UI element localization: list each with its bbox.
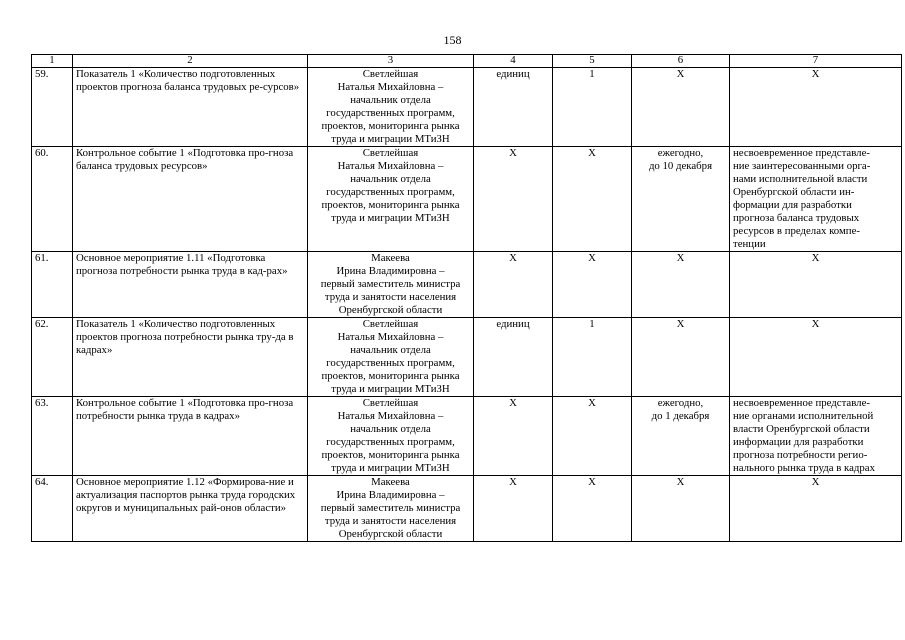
term-cell: ежегодно, до 10 декабря <box>632 147 730 252</box>
row-number: 63. <box>32 397 73 476</box>
responsible-person: Макеева Ирина Владимировна – первый заместитель министра труда и занятости населения Оренбургской области <box>308 252 474 318</box>
table-row <box>32 318 902 397</box>
table-row <box>32 252 902 318</box>
note-cell: Х <box>730 318 902 397</box>
row-number: 62. <box>32 318 73 397</box>
responsible-person: Светлейшая Наталья Михайловна – начальник отдела государственных программ, проектов, мониторинга рынка труда и миграции МТиЗН <box>308 397 474 476</box>
note-cell: Х <box>730 252 902 318</box>
unit-cell: Х <box>474 147 553 252</box>
unit-cell: Х <box>474 476 553 542</box>
value-cell: 1 <box>553 68 632 147</box>
term-cell: Х <box>632 318 730 397</box>
item-name: Контрольное событие 1 «Подготовка про-гноза баланса трудовых ресурсов» <box>73 147 308 252</box>
value-cell: Х <box>553 147 632 252</box>
value-cell: 1 <box>553 318 632 397</box>
page-number: 158 <box>443 33 462 47</box>
responsible-person: Светлейшая Наталья Михайловна – начальник отдела государственных программ, проектов, мониторинга рынка труда и миграции МТиЗН <box>308 68 474 147</box>
unit-cell: Х <box>474 252 553 318</box>
table-row <box>32 397 902 476</box>
note-cell: несвоевременное представле- ние заинтересованными орга- нами исполнительной власти Оренбургской области ин- формации для разработки прогноза баланса трудовых ресурсов в пределах компе- тенции <box>730 147 902 252</box>
item-name: Показатель 1 «Количество подготовленных проектов прогноза потребности рынка тру-да в кадрах» <box>73 318 308 397</box>
column-header-7: 7 <box>730 55 902 68</box>
row-number: 64. <box>32 476 73 542</box>
column-header-3: 3 <box>308 55 474 68</box>
term-cell: Х <box>632 68 730 147</box>
row-number: 61. <box>32 252 73 318</box>
column-header-4: 4 <box>474 55 553 68</box>
unit-cell: единиц <box>474 318 553 397</box>
table-row <box>32 147 902 252</box>
term-cell: Х <box>632 476 730 542</box>
term-cell: Х <box>632 252 730 318</box>
header-row <box>32 55 902 68</box>
row-number: 59. <box>32 68 73 147</box>
unit-cell: единиц <box>474 68 553 147</box>
column-header-1: 1 <box>32 55 73 68</box>
column-header-5: 5 <box>553 55 632 68</box>
item-name: Основное мероприятие 1.11 «Подготовка прогноза потребности рынка труда в кад-рах» <box>73 252 308 318</box>
table-row <box>32 476 902 542</box>
item-name: Показатель 1 «Количество подготовленных проектов прогноза баланса трудовых ре-сурсов» <box>73 68 308 147</box>
responsible-person: Светлейшая Наталья Михайловна – начальник отдела государственных программ, проектов, мониторинга рынка труда и миграции МТиЗН <box>308 318 474 397</box>
item-name: Основное мероприятие 1.12 «Формирова-ние и актуализация паспортов рынка труда городских округов и муниципальных рай-онов области» <box>73 476 308 542</box>
value-cell: Х <box>553 397 632 476</box>
note-cell: Х <box>730 476 902 542</box>
column-header-2: 2 <box>73 55 308 68</box>
item-name: Контрольное событие 1 «Подготовка про-гноза потребности рынка труда в кадрах» <box>73 397 308 476</box>
term-cell: ежегодно, до 1 декабря <box>632 397 730 476</box>
column-header-6: 6 <box>632 55 730 68</box>
program-table <box>31 54 902 542</box>
value-cell: Х <box>553 252 632 318</box>
note-cell: Х <box>730 68 902 147</box>
row-number: 60. <box>32 147 73 252</box>
responsible-person: Макеева Ирина Владимировна – первый заместитель министра труда и занятости населения Оренбургской области <box>308 476 474 542</box>
responsible-person: Светлейшая Наталья Михайловна – начальник отдела государственных программ, проектов, мониторинга рынка труда и миграции МТиЗН <box>308 147 474 252</box>
value-cell: Х <box>553 476 632 542</box>
table-row <box>32 68 902 147</box>
unit-cell: Х <box>474 397 553 476</box>
note-cell: несвоевременное представле- ние органами исполнительной власти Оренбургской области информации для разработки прогноза потребности регио- нального рынка труда в кадрах <box>730 397 902 476</box>
